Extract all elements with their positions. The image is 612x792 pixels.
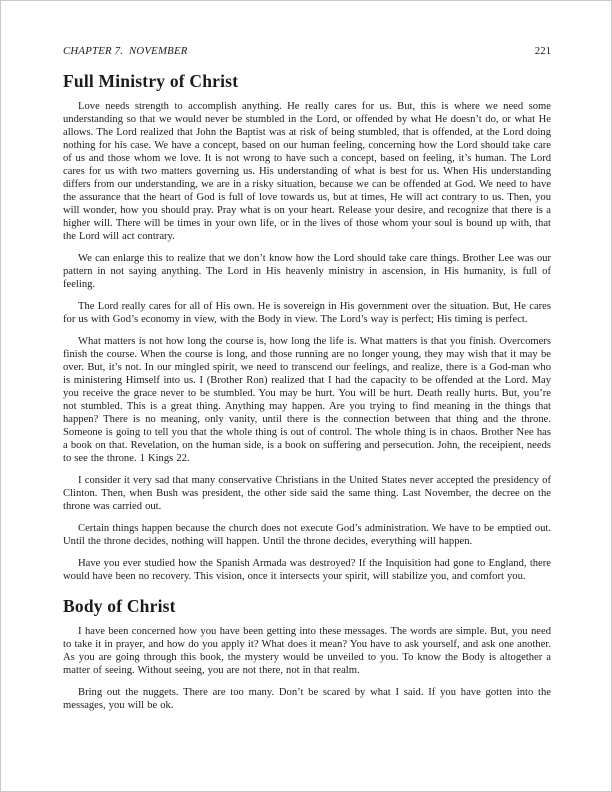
section-full-ministry [63, 71, 551, 583]
paragraph: We can enlarge this to realize that we don’t know how the Lord should take care things. Brother Lee was our pattern in not saying anything. The Lord in His heavenly ministry in ascension, in His humanity, is full of feeling. [63, 253, 551, 290]
paragraph: Bring out the nuggets. There are too many. Don’t be scared by what I said. If you have gotten into the messages, you will be ok. [63, 687, 551, 711]
paragraph: What matters is not how long the course is, how long the life is. What matters is that you finish. Overcomers finish the course. When the course is long, and those running are no longer young, they may wish that it may be over. But, it’s not. In our mingled spirit, we need to transcend our feelings, and realize, there is a God-man who is ministering Himself into us. I (Brother Ron) realized that I had the capacity to be offended at the Lord. May you receive the grace never to be stumbled. You may be hurt. You will be hurt. Death really hurts. But, you’re not stumbled. This is a great thing. Anything may happen. Are you trying to find meaning in the things that happen? There is no meaning, only vanity, until there is the connection between that thing and the throne. Someone is going to tell you that the whole thing is out of control. The whole thing is in chaos. Brother Nee has a book on that. Revelation, on the human side, is a book on suffering and persecution. John, the receipient, needs to see the throne. 1 Kings 22. [63, 336, 551, 464]
paragraph: Certain things happen because the church does not execute God’s administration. We have to be emptied out. Until the throne decides, nothing will happen. Until the throne decides, everything will happen. [63, 523, 551, 547]
paragraph: I have been concerned how you have been getting into these messages. The words are simple. But, you need to take it in prayer, and how do you apply it? What does it mean? You have to ask yourself, and ask one another. As you are going through this book, the mystery would be unveiled to you. To know the Body is altogether a matter of seeing. Without seeing, you are not there, not in that realm. [63, 626, 551, 676]
section-heading: Full Ministry of Christ [63, 71, 239, 91]
chapter-header: CHAPTER 7. NOVEMBER [63, 45, 188, 57]
paragraph: I consider it very sad that many conservative Christians in the United States never accepted the presidency of Clinton. Then, when Bush was president, the other side said the same thing. Last November, the decree on the throne was carried out. [63, 475, 551, 512]
page-content [63, 45, 551, 712]
paragraph: The Lord really cares for all of His own. He is sovereign in His government over the situation. But, He cares for us with God’s economy in view, with the Body in view. The Lord’s way is perfect; His timing is perfect. [63, 301, 551, 325]
page-number: 221 [534, 45, 551, 57]
section-heading: Body of Christ [63, 596, 176, 616]
paragraph: Have you ever studied how the Spanish Armada was destroyed? If the Inquisition had gone to England, there would have been no recovery. This vision, once it intersects your spirit, will stabilize you, and comfort you. [63, 558, 551, 582]
running-header [63, 45, 551, 58]
paragraph: Love needs strength to accomplish anything. He really cares for us. But, this is where we need some understanding so that we would never be stumbled in the Lord, or offended by what He doesn’t do, or what He allows. The Lord realized that John the Baptist was at risk of being stumbled, that is offended, at the Lord doing nothing for his case. We have a concept, based on our human feeling, concerning how the Lord should take care of us and those whom we love. It is not wrong to have such a concept, based on feeling, it’s human. The Lord cares for us with two matters governing us. His understanding of what is best for us. When His understanding differs from our understanding, we are in a risky situation, because we can be offended at God. We need to have the assurance that the heart of God is full of love towards us, but at times, He will act contrary to us. Then, you will wonder, how you should pray. Pray what is on your heart. Release your desire, and recognize that there is a higher will. There will be times in your own life, or in the lives of those whom your soul is bound up with, that the Lord will act contrary. [63, 101, 551, 242]
section-body-of-christ [63, 596, 551, 712]
